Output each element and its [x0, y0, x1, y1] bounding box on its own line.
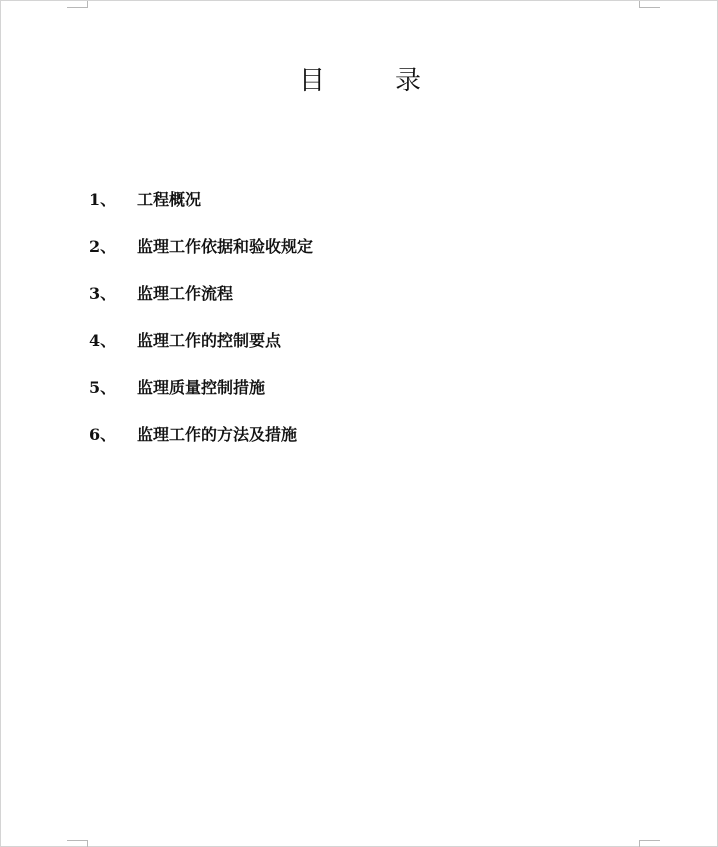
title-char-2: 录 — [395, 66, 422, 96]
toc-item-label: 监理质量控制措施 — [137, 378, 266, 397]
toc-item-3[interactable] — [89, 269, 313, 316]
toc-item-5[interactable] — [89, 363, 313, 410]
toc-item-label: 监理工作的方法及措施 — [137, 425, 298, 444]
toc-item-number: 5、 — [89, 378, 117, 397]
toc-item-label: 监理工作依据和验收规定 — [137, 237, 314, 256]
toc-item-label: 监理工作的控制要点 — [137, 331, 282, 350]
crop-mark-bottom-right — [639, 840, 660, 847]
page-title — [1, 61, 718, 101]
toc-item-6[interactable] — [89, 410, 313, 457]
toc-item-4[interactable] — [89, 316, 313, 363]
toc-item-number: 2、 — [89, 237, 117, 256]
crop-mark-top-right — [639, 1, 660, 8]
crop-mark-top-left — [67, 1, 88, 8]
toc-item-label: 监理工作流程 — [137, 284, 234, 303]
toc-item-number: 6、 — [89, 425, 117, 444]
toc-item-label: 工程概况 — [137, 190, 202, 209]
toc-item-number: 1、 — [89, 190, 117, 209]
toc-item-number: 4、 — [89, 331, 117, 350]
toc-item-1[interactable] — [89, 175, 313, 222]
toc-item-2[interactable] — [89, 222, 313, 269]
crop-mark-bottom-left — [67, 840, 88, 847]
toc-item-number: 3、 — [89, 284, 117, 303]
table-of-contents — [89, 175, 313, 457]
title-char-1: 目 — [298, 66, 325, 96]
